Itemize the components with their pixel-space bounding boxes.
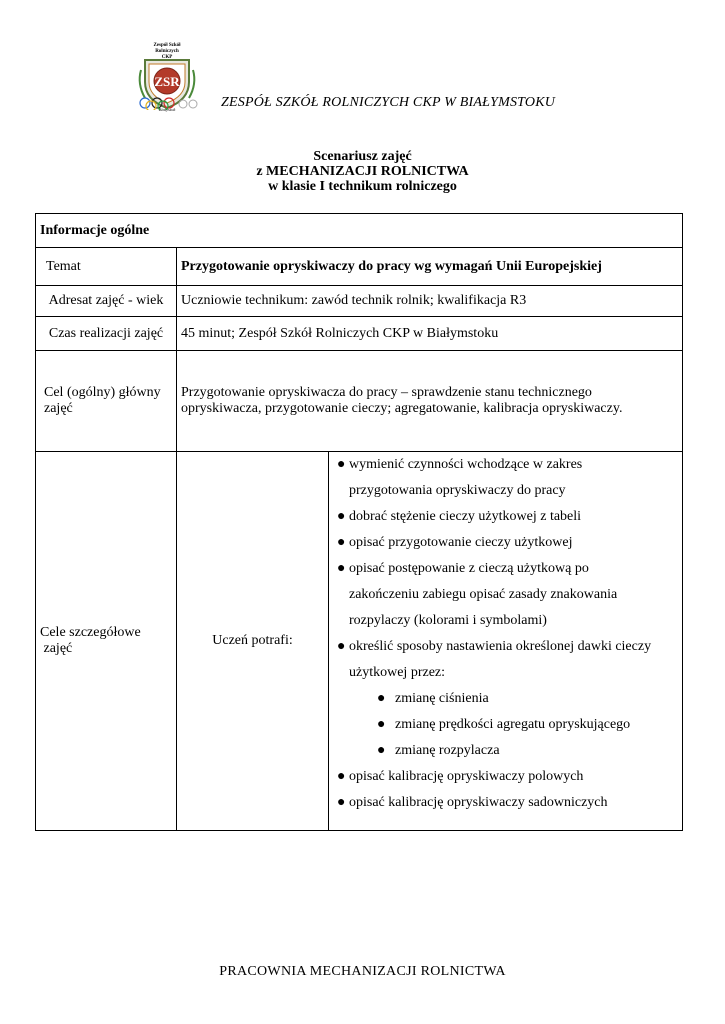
table-row bbox=[36, 317, 683, 351]
bullet-icon: ● bbox=[337, 457, 346, 472]
list-item: ● dobrać stężenie cieczy użytkowej z tabeli bbox=[335, 504, 678, 530]
bullet-icon: ● bbox=[337, 769, 346, 784]
row-value-temat: Przygotowanie opryskiwaczy do pracy wg wymagań Unii Europejskiej bbox=[177, 248, 683, 286]
goals-list bbox=[335, 452, 678, 686]
row-label-czas: Czas realizacji zajęć bbox=[36, 317, 177, 351]
table-row bbox=[36, 452, 683, 831]
bullet-icon: ● bbox=[337, 535, 346, 550]
bullet-icon: ● bbox=[337, 639, 346, 654]
bullet-icon: ● bbox=[337, 795, 346, 810]
bullet-icon: ● bbox=[337, 509, 346, 524]
goals-list-after bbox=[335, 764, 678, 816]
row-value-cel: Przygotowanie opryskiwacza do pracy – sprawdzenie stanu technicznego opryskiwacza, przygotowanie cieczy; agregatowanie, kalibracja opryskiwaczy. bbox=[177, 351, 683, 452]
title-line-1: Scenariusz zajęć bbox=[313, 149, 412, 164]
row-label-cel: Cel (ogólny) główny zajęć bbox=[36, 351, 177, 452]
bullet-icon: ● bbox=[377, 691, 386, 706]
document-title bbox=[0, 149, 725, 194]
row-label-adresat: Adresat zajęć - wiek bbox=[36, 286, 177, 317]
section-header: Informacje ogólne bbox=[36, 214, 683, 248]
list-item: ● zmianę rozpylacza bbox=[375, 738, 678, 764]
table-row bbox=[36, 351, 683, 452]
list-item: ● opisać kalibrację opryskiwaczy polowych bbox=[335, 764, 678, 790]
row-value-czas: 45 minut; Zespół Szkół Rolniczych CKP w Białymstoku bbox=[177, 317, 683, 351]
bullet-icon: ● bbox=[337, 561, 346, 576]
row-label-temat: Temat bbox=[36, 248, 177, 286]
bullet-icon: ● bbox=[377, 717, 386, 732]
list-item: ● określić sposoby nastawienia określonej dawki cieczy użytkowej przez: bbox=[335, 634, 678, 686]
svg-text:Rolniczych: Rolniczych bbox=[155, 49, 179, 54]
list-item: ● opisać kalibrację opryskiwaczy sadowniczych bbox=[335, 790, 678, 816]
title-line-3: w klasie I technikum rolniczego bbox=[268, 179, 457, 194]
subgoals-list bbox=[335, 686, 678, 764]
table-row bbox=[36, 286, 683, 317]
table-row bbox=[36, 248, 683, 286]
bullet-icon: ● bbox=[377, 743, 386, 758]
svg-text:CKP: CKP bbox=[161, 55, 173, 60]
table-header-row bbox=[36, 214, 683, 248]
list-item: ● opisać postępowanie z cieczą użytkową po zakończeniu zabiegu opisać zasady znakowania rozpylaczy (kolorami i symbolami) bbox=[335, 556, 678, 634]
svg-text:Zespół Szkół: Zespół Szkół bbox=[153, 43, 181, 48]
row-middle-cele: Uczeń potrafi: bbox=[177, 452, 329, 831]
footer: PRACOWNIA MECHANIZACJI ROLNICTWA bbox=[219, 964, 506, 979]
school-name: ZESPÓŁ SZKÓŁ ROLNICZYCH CKP W BIAŁYMSTOKU bbox=[221, 95, 556, 110]
list-item: ● wymienić czynności wchodzące w zakres przygotowania opryskiwaczy do pracy bbox=[335, 452, 678, 504]
list-item: ● opisać przygotowanie cieczy użytkowej bbox=[335, 530, 678, 556]
general-info-table bbox=[35, 213, 683, 831]
row-value-adresat: Uczniowie technikum: zawód technik rolnik; kwalifikacja R3 bbox=[177, 286, 683, 317]
svg-text:ZSR: ZSR bbox=[154, 74, 180, 89]
list-item: ● zmianę prędkości agregatu opryskującego bbox=[375, 712, 678, 738]
list-item: ● zmianę ciśnienia bbox=[375, 686, 678, 712]
row-label-cele: Cele szczegółowe zajęć bbox=[36, 452, 177, 831]
goals-cell bbox=[329, 452, 683, 831]
svg-text:Białystok: Białystok bbox=[158, 107, 176, 112]
title-line-2: z MECHANIZACJI ROLNICTWA bbox=[256, 164, 469, 179]
olympic-rings-icon bbox=[131, 96, 203, 110]
